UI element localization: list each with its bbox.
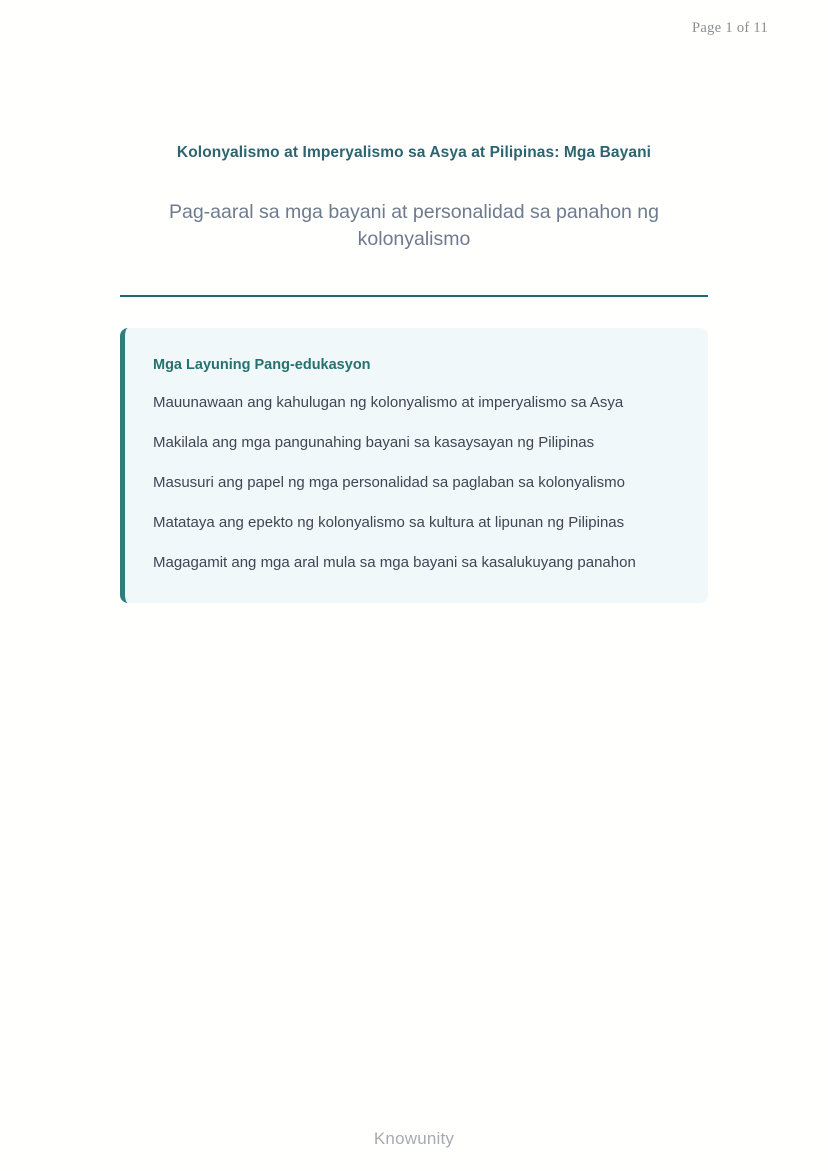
document-title: Kolonyalismo at Imperyalismo sa Asya at Pilipinas: Mga Bayani bbox=[176, 144, 652, 161]
footer-brand-watermark: Knowunity bbox=[373, 1129, 455, 1148]
objective-item: Makilala ang mga pangunahing bayani sa kasaysayan ng Pilipinas bbox=[153, 434, 595, 452]
section-divider bbox=[120, 295, 708, 297]
document-subtitle: Pag-aaral sa mga bayani at personalidad sa panahon ng kolonyalismo bbox=[168, 201, 659, 251]
objective-item: Magagamit ang mga aral mula sa mga bayani sa kasalukuyang panahon bbox=[153, 554, 636, 572]
objectives-heading: Mga Layuning Pang-edukasyon bbox=[153, 356, 371, 373]
objective-item: Mauunawaan ang kahulugan ng kolonyalismo at imperyalismo sa Asya bbox=[153, 394, 624, 412]
objective-item: Matataya ang epekto ng kolonyalismo sa kultura at lipunan ng Pilipinas bbox=[153, 514, 625, 532]
page-number: Page 1 of 11 bbox=[692, 20, 768, 36]
objective-item: Masusuri ang papel ng mga personalidad sa paglaban sa kolonyalismo bbox=[153, 474, 625, 492]
objectives-box bbox=[120, 328, 708, 603]
